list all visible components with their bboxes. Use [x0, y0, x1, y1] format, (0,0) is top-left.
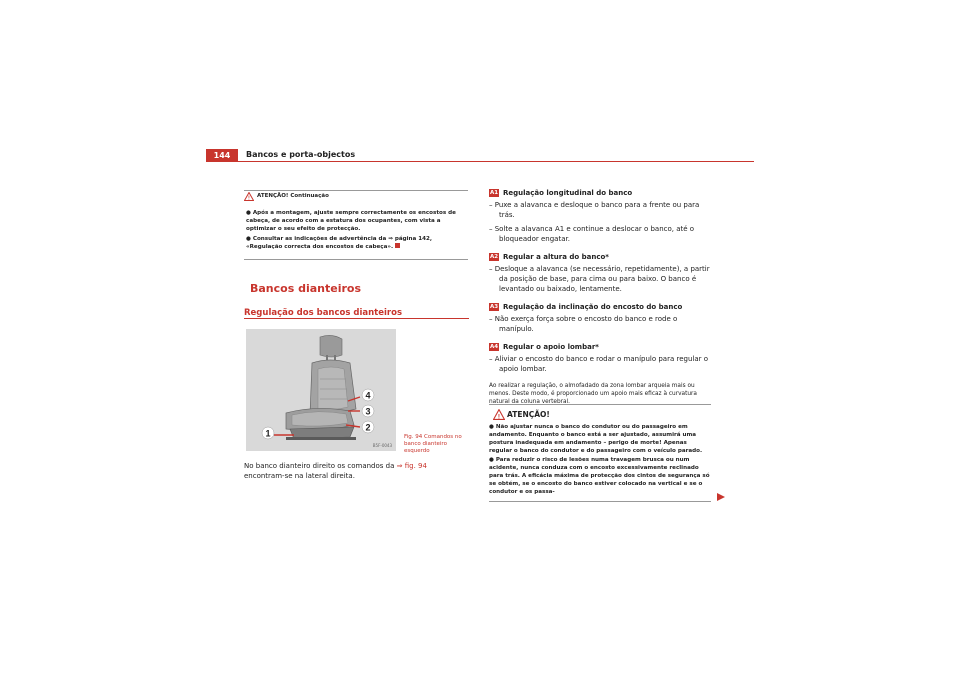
attention-item: ● Não ajustar nunca o banco do condutor ou do passageiro em andamento. Enquanto o banco está a ser ajustado, assumirá uma postura inadequada em andamento – perigo de morte! Apenas regular o banco do condutor e do passageiro com o veículo parado.: [489, 424, 703, 454]
figure-reference-link[interactable]: ⇒ fig. 94: [396, 462, 427, 470]
warning-item: ● Consultar as indicações de advertência da ⇒ página 142, «Regulação correcta dos encostos de cabeça».: [246, 236, 433, 250]
step-line: – Desloque a alavanca (se necessário, repetidamente), a partir da posição de base, para cima ou para baixo. O banco é levantado ou baixado, lentamente.: [489, 265, 710, 293]
attention-box: [489, 404, 711, 502]
figure-caption: Fig. 94 Comandos no banco dianteiro esquerdo: [404, 434, 462, 454]
step-badge: A4: [489, 344, 499, 350]
step-line: – Puxe a alavanca e desloque o banco para a frente ou para trás.: [489, 201, 700, 219]
step-heading-2: A2 Regular a altura do banco*: [489, 253, 609, 261]
lumbar-note: Ao realizar a regulação, o almofadado da zona lombar arqueia mais ou menos. Deste modo, é proporcionado um apoio mais eficaz à curvatura natural da coluna vertebral.: [489, 383, 697, 405]
section-title: Bancos dianteiros: [250, 282, 362, 295]
subsection-title: Regulação dos bancos dianteiros: [244, 308, 402, 318]
callout-4: [362, 389, 374, 401]
step-line: – Solte a alavanca A1 e continue a deslocar o banco, até o bloqueador engatar.: [489, 225, 695, 243]
step-heading-4: A4 Regular o apoio lombar*: [489, 343, 599, 351]
callout-label-1: 1: [265, 428, 271, 439]
warning-heading: ATENÇÃO! Continuação: [257, 193, 329, 199]
attention-heading: ATENÇÃO!: [507, 410, 550, 419]
step-badge: A3: [489, 304, 499, 310]
svg-text:!: !: [497, 413, 501, 420]
warning-items: [246, 209, 466, 253]
adjustment-steps: [489, 188, 711, 414]
warning-triangle-icon: [244, 192, 254, 201]
svg-text:!: !: [248, 195, 250, 201]
warning-continuation-box: [244, 190, 468, 260]
attention-items: [489, 423, 711, 497]
step-heading-3: A3 Regulação da inclinação do encosto do banco: [489, 303, 683, 311]
figure-code: B5F-0043: [372, 443, 392, 448]
callout-2: [362, 421, 374, 433]
attention-item: ● Para reduzir o risco de lesões numa travagem brusca ou num acidente, nunca conduza com o encosto excessivamente reclinado para trás. A eficácia máxima de protecção dos cintos de segurança só se obtém, se o encosto do banco estiver colocado na vertical e se o condutor e os passa-: [489, 457, 710, 495]
page-title: Bancos e porta-objectos: [246, 150, 356, 159]
callout-3: [362, 405, 374, 417]
page-number: 144: [206, 149, 238, 162]
callout-label-4: 4: [365, 390, 371, 401]
subsection-rule: [244, 318, 469, 319]
step-badge: A1: [489, 190, 499, 196]
header-rule: [206, 161, 754, 162]
warning-triangle-icon: [493, 409, 505, 420]
body-paragraph: No banco dianteiro direito os comandos da ⇒ fig. 94 encontram-se na lateral direita.: [244, 462, 427, 480]
callout-label-3: 3: [365, 406, 371, 417]
warning-item: ● Após a montagem, ajuste sempre correctamente os encostos de cabeça, de acordo com a estatura dos ocupantes, com vista a optimizar o seu efeito de protecção.: [246, 210, 456, 232]
continue-arrow-icon: [716, 492, 726, 502]
step-badge: A2: [489, 254, 499, 260]
step-line: – Não exerça força sobre o encosto do banco e rode o manípulo.: [489, 315, 678, 333]
seat-figure: [246, 329, 396, 451]
callout-label-2: 2: [365, 422, 371, 433]
seat-illustration: [246, 329, 396, 451]
step-line: – Aliviar o encosto do banco e rodar o manípulo para regular o apoio lombar.: [489, 355, 709, 373]
callout-1: [262, 427, 274, 439]
step-heading-1: A1 Regulação longitudinal do banco: [489, 189, 633, 197]
